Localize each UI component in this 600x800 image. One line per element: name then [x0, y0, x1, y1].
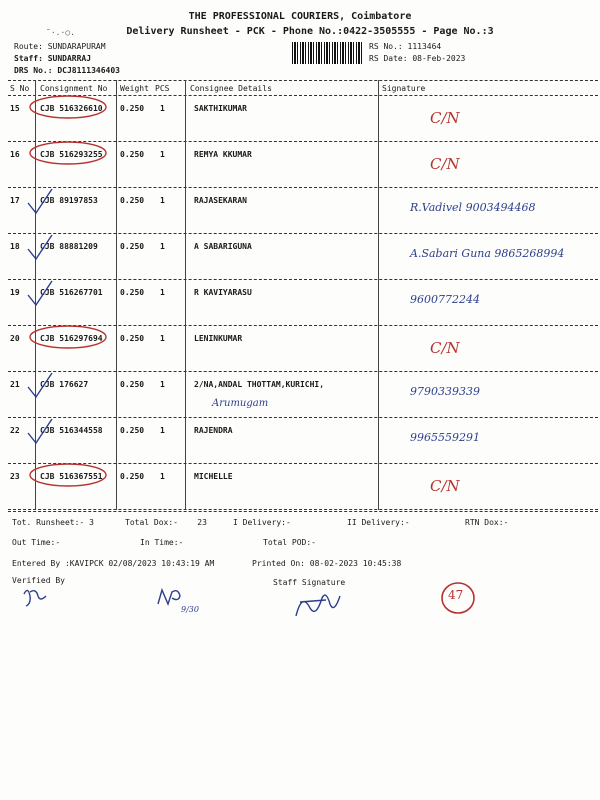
- row-consignee: A SABARIGUNA: [194, 242, 252, 251]
- row-weight: 0.250: [120, 380, 145, 389]
- row-signature: C/N: [430, 339, 460, 357]
- route-label: Route: SUNDARAPURAM: [14, 42, 106, 51]
- row-weight: 0.250: [120, 288, 145, 297]
- row-consignee: RAJASEKARAN: [194, 196, 247, 205]
- row-consignee: REMYA KKUMAR: [194, 150, 252, 159]
- row-pcs: 1: [160, 380, 165, 389]
- row-consignee: SAKTHIKUMAR: [194, 104, 247, 113]
- row-weight: 0.250: [120, 426, 145, 435]
- row-pcs: 1: [160, 196, 165, 205]
- circled-mark: 47: [448, 588, 464, 602]
- row-sno: 19: [10, 288, 20, 297]
- col-header-signature: Signature: [382, 84, 426, 93]
- col-header-sno: S No: [10, 84, 30, 93]
- staff-signature-scribble: [296, 595, 340, 616]
- total-dox: Total Dox:- 23: [125, 518, 207, 527]
- ii-delivery: II Delivery:-: [347, 518, 410, 527]
- row-consignee: LENINKUMAR: [194, 334, 243, 343]
- row-sno: 16: [10, 150, 20, 159]
- row-consignee: 2/NA,ANDAL THOTTAM,KURICHI,: [194, 380, 325, 389]
- i-delivery: I Delivery:-: [233, 518, 291, 527]
- row-sno: 15: [10, 104, 20, 113]
- row-sno: 22: [10, 426, 20, 435]
- col-header-consignee: Consignee Details: [190, 84, 272, 93]
- row-pcs: 1: [160, 150, 165, 159]
- table-bottom-rule: [8, 511, 598, 512]
- row-sno: 23: [10, 472, 20, 481]
- row-consignee: MICHELLE: [194, 472, 233, 481]
- tick-mark: [28, 189, 52, 213]
- row-pcs: 1: [160, 472, 165, 481]
- row-consignment-no: CJB 516326610: [40, 104, 103, 113]
- row-handwritten-note: Arumugam: [212, 398, 269, 409]
- row-consignment-no: CJB 516344558: [40, 426, 103, 435]
- staff-signature-label: Staff Signature: [273, 578, 346, 587]
- row-pcs: 1: [160, 334, 165, 343]
- in-time: In Time:-: [140, 538, 184, 547]
- row-signature: C/N: [430, 477, 460, 495]
- company-title: THE PROFESSIONAL COURIERS, Coimbatore: [188, 11, 412, 22]
- row-signature: 9600772244: [410, 293, 480, 306]
- rs-date: RS Date: 08-Feb-2023: [369, 54, 466, 63]
- row-signature: 9790339339: [410, 385, 480, 398]
- row-sno: 18: [10, 242, 20, 251]
- drs-number: DRS No.: DCJ8111346403: [14, 66, 120, 75]
- header-scribble-mark: ˜·.·○.: [46, 28, 75, 37]
- rs-number: RS No.: 1113464: [369, 42, 442, 51]
- row-pcs: 1: [160, 104, 165, 113]
- row-pcs: 1: [160, 288, 165, 297]
- row-consignment-no: CJB 516267701: [40, 288, 103, 297]
- row-consignment-no: CJB 176627: [40, 380, 89, 389]
- col-header-weight: Weight: [120, 84, 149, 93]
- runsheet-subtitle: Delivery Runsheet - PCK - Phone No.:0422-3505555 - Page No.:3: [126, 26, 494, 37]
- tick-mark: [28, 281, 52, 305]
- verified-by-label: Verified By: [12, 576, 65, 585]
- col-header-pcs: PCS: [155, 84, 170, 93]
- row-pcs: 1: [160, 242, 165, 251]
- consignment-circle-mark: [30, 326, 106, 348]
- consignment-circle-mark: [30, 96, 106, 118]
- row-consignee: R KAVIYARASU: [194, 288, 252, 297]
- consignment-circle-mark: [30, 464, 106, 486]
- row-signature: R.Vadivel 9003494468: [410, 201, 536, 214]
- consignment-circle-mark: [30, 142, 106, 164]
- tick-mark: [28, 235, 52, 259]
- row-sno: 17: [10, 196, 20, 205]
- row-consignment-no: CJB 516367551: [40, 472, 103, 481]
- row-consignment-no: CJB 516293255: [40, 150, 103, 159]
- row-sno: 21: [10, 380, 20, 389]
- row-consignment-no: CJB 88881209: [40, 242, 98, 251]
- verifier-note: 9/30: [181, 605, 199, 614]
- row-weight: 0.250: [120, 334, 145, 343]
- tick-mark: [28, 419, 52, 443]
- row-consignee: RAJENDRA: [194, 426, 233, 435]
- row-pcs: 1: [160, 426, 165, 435]
- verifier-signature-scribble: [24, 590, 46, 606]
- row-consignment-no: CJB 516297694: [40, 334, 103, 343]
- row-weight: 0.250: [120, 196, 145, 205]
- row-weight: 0.250: [120, 104, 145, 113]
- printed-on: Printed On: 08-02-2023 10:45:38: [252, 559, 402, 568]
- out-time: Out Time:-: [12, 538, 61, 547]
- footer-signatures: [0, 580, 600, 640]
- row-weight: 0.250: [120, 242, 145, 251]
- row-weight: 0.250: [120, 472, 145, 481]
- row-sno: 20: [10, 334, 20, 343]
- row-signature: A.Sabari Guna 9865268994: [410, 247, 565, 260]
- staff-label: Staff: SUNDARRAJ: [14, 54, 92, 63]
- entered-by: Entered By :KAVIPCK 02/08/2023 10:43:19 AM: [12, 559, 215, 568]
- rtn-dox: RTN Dox:-: [465, 518, 509, 527]
- col-header-consignment: Consignment No: [40, 84, 108, 93]
- row-signature: C/N: [430, 155, 460, 173]
- row-consignment-no: CJB 89197853: [40, 196, 98, 205]
- verifier-initials-scribble: [158, 590, 180, 604]
- row-signature: 9965559291: [410, 431, 480, 444]
- row-weight: 0.250: [120, 150, 145, 159]
- tick-mark: [28, 373, 52, 397]
- row-signature: C/N: [430, 109, 460, 127]
- total-pod: Total POD:-: [263, 538, 316, 547]
- tot-runsheet: Tot. Runsheet:- 3: [12, 518, 94, 527]
